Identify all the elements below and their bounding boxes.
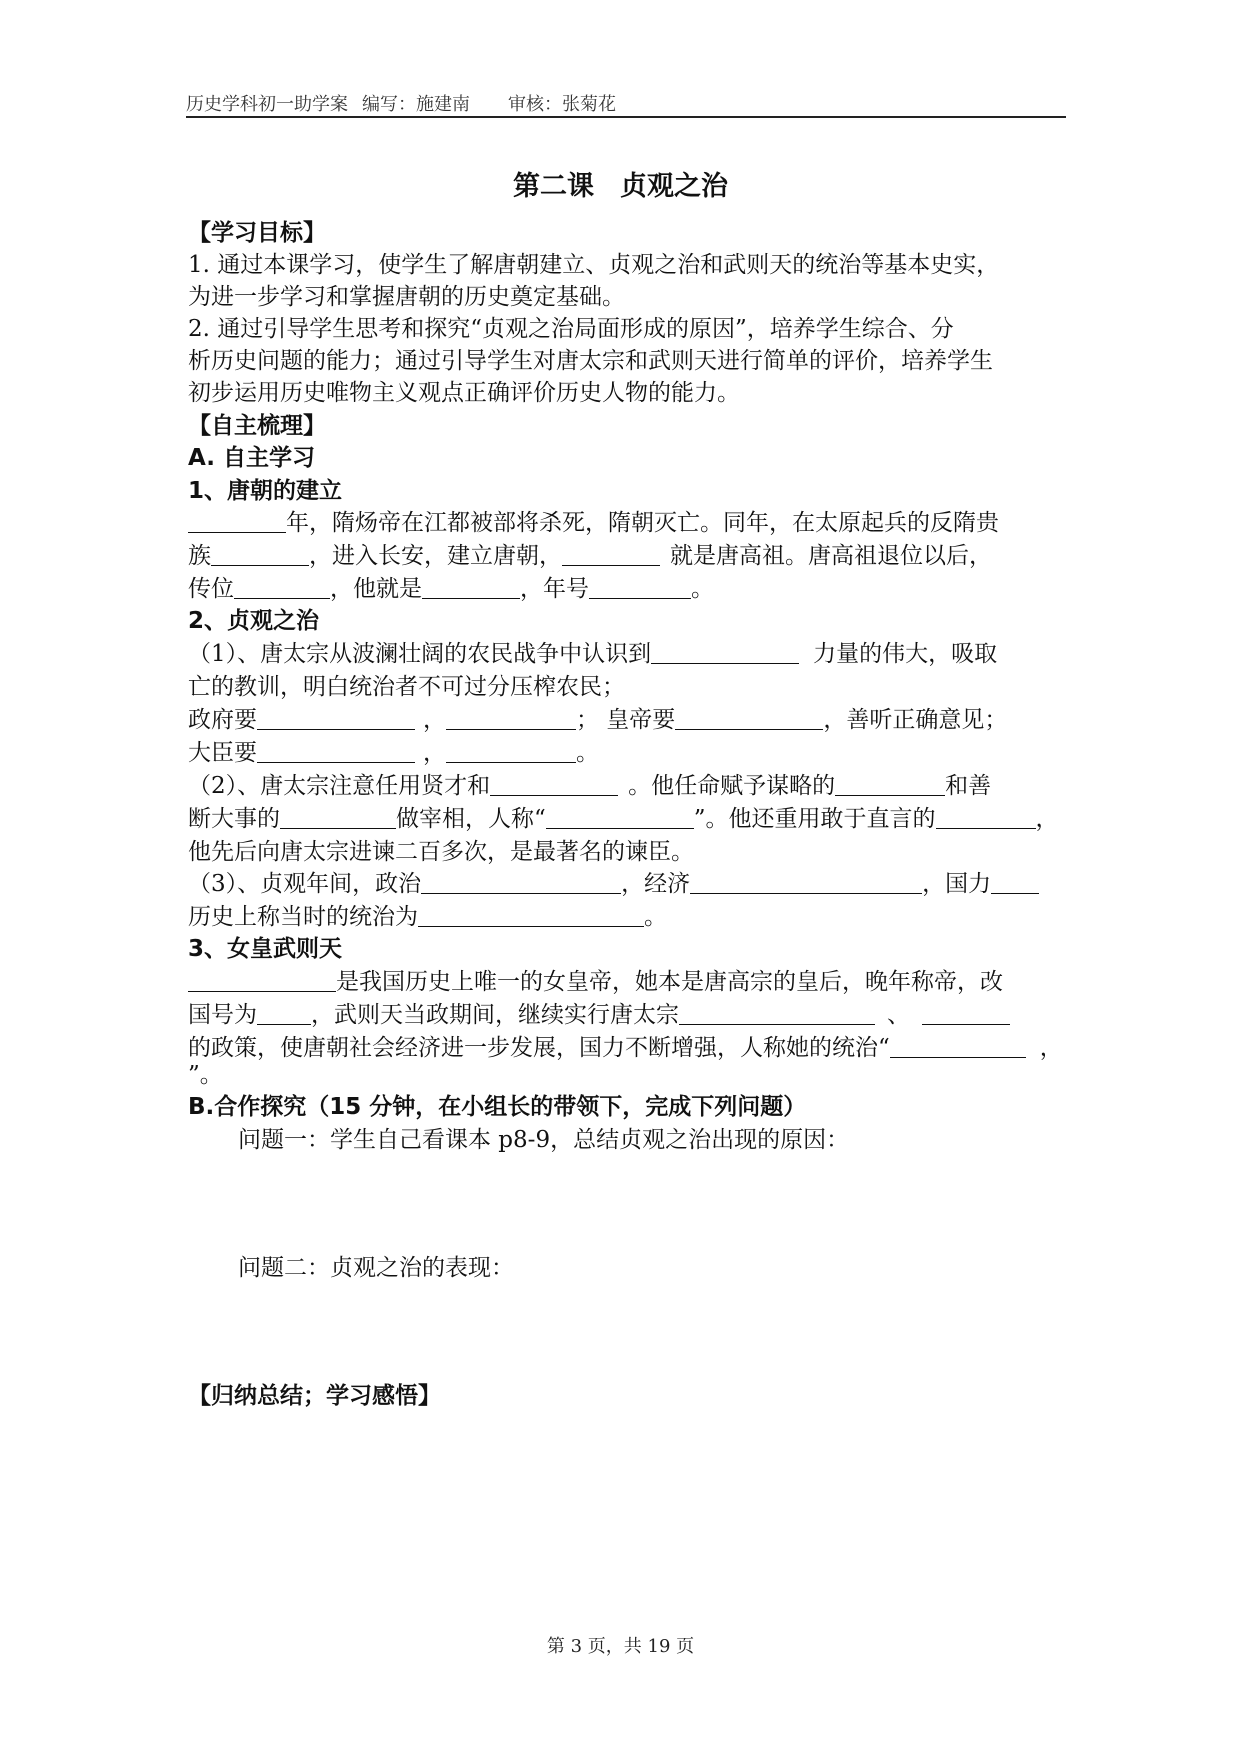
self-study-sub-a: A. 自主学习 [188, 445, 315, 471]
header-writer: 编写：施建南 [362, 94, 470, 115]
section-2-title: 2、贞观之治 [188, 608, 320, 634]
section-2-line: 断大事的 做宰相，人称“ ”。他还重用敢于直言的 ， [188, 806, 1059, 832]
fill-blank[interactable] [421, 871, 621, 894]
lesson-name: 贞观之治 [620, 171, 728, 202]
objectives-heading: 【学习目标】 [188, 220, 326, 246]
fill-blank[interactable] [936, 806, 1036, 829]
objective-line: 1. 通过本课学习，使学生了解唐朝建立、贞观之治和武则天的统治等基本史实， [188, 252, 1000, 278]
lesson-number: 第二课 [513, 171, 594, 202]
header-reviewer: 审核：张菊花 [508, 94, 616, 115]
page-title [0, 164, 1241, 203]
objective-line: 为进一步学习和掌握唐朝的历史奠定基础。 [188, 284, 625, 310]
fill-blank[interactable] [188, 510, 286, 533]
section-2-line: （2）、唐太宗注意任用贤才和 。他任命赋予谋略的 和善 [188, 773, 992, 799]
fill-blank[interactable] [257, 707, 415, 730]
fill-blank[interactable] [280, 806, 396, 829]
section-2-line: （1）、唐太宗从波澜壮阔的农民战争中认识到 力量的伟大，吸取 [188, 641, 998, 667]
section-2-line: 政府要 ， ； 皇帝要 ，善听正确意见； [188, 707, 1008, 733]
fill-blank[interactable] [446, 707, 576, 730]
section-2-line: 大臣要 ， 。 [188, 740, 599, 766]
fill-blank[interactable] [589, 576, 691, 599]
fill-blank[interactable] [211, 543, 309, 566]
fill-blank[interactable] [422, 576, 520, 599]
section-3-line: 是我国历史上唯一的女皇帝，她本是唐高宗的皇后，晚年称帝，改 [188, 967, 1003, 997]
header-subject: 历史学科初一助学案 [186, 94, 348, 115]
section-2-line: 他先后向唐太宗进谏二百多次，是最著名的谏臣。 [188, 839, 694, 865]
section-1-line: 传位 ，他就是 ，年号 。 [188, 576, 714, 602]
fill-blank[interactable] [257, 740, 415, 763]
fill-blank[interactable] [890, 1035, 1026, 1058]
fill-blank[interactable] [835, 773, 945, 796]
fill-blank[interactable] [562, 543, 660, 566]
fill-blank[interactable] [257, 1002, 311, 1025]
section-2-line: 历史上称当时的统治为 。 [188, 904, 667, 930]
summary-heading: 【归纳总结；学习感悟】 [188, 1383, 441, 1409]
fill-blank[interactable] [446, 740, 576, 763]
section-2-line: 亡的教训，明白统治者不可过分压榨农民； [188, 674, 625, 700]
section-1-line: 族 ，进入长安，建立唐朝， 就是唐高祖。唐高祖退位以后， [188, 543, 992, 569]
fill-blank[interactable] [991, 871, 1039, 894]
section-2-line: （3）、贞观年间，政治 ，经济 ，国力 [188, 869, 1039, 899]
fill-blank[interactable] [675, 707, 823, 730]
section-3-line: 国号为 ，武则天当政期间，继续实行唐太宗 、 [188, 1000, 1010, 1030]
question-two: 问题二：贞观之治的表现： [238, 1255, 514, 1281]
section-3-line: ”。 [188, 1062, 223, 1088]
fill-blank[interactable] [690, 871, 922, 894]
objective-line: 2. 通过引导学生思考和探究“贞观之治局面形成的原因”，培养学生综合、分 [188, 316, 954, 342]
section-1-line: 年，隋炀帝在江都被部将杀死，隋朝灭亡。同年，在太原起兵的反隋贵 [188, 508, 999, 538]
fill-blank[interactable] [490, 773, 618, 796]
fill-blank[interactable] [234, 576, 330, 599]
cooperation-heading: B.合作探究（15 分钟，在小组长的带领下，完成下列问题） [188, 1094, 807, 1120]
section-1-title: 1、唐朝的建立 [188, 478, 343, 504]
question-one: 问题一：学生自己看课本 p8-9，总结贞观之治出现的原因： [238, 1127, 850, 1153]
page-header [186, 86, 1066, 118]
section-3-title: 3、女皇武则天 [188, 936, 343, 962]
fill-blank[interactable] [679, 1002, 875, 1025]
fill-blank[interactable] [418, 904, 644, 927]
fill-blank[interactable] [651, 641, 799, 664]
section-3-line: 的政策，使唐朝社会经济进一步发展，国力不断增强，人称她的统治“ ， [188, 1035, 1063, 1061]
fill-blank[interactable] [546, 806, 694, 829]
objective-line: 初步运用历史唯物主义观点正确评价历史人物的能力。 [188, 380, 740, 406]
self-study-heading: 【自主梳理】 [188, 413, 326, 439]
fill-blank[interactable] [188, 969, 336, 992]
objective-line: 析历史问题的能力；通过引导学生对唐太宗和武则天进行简单的评价，培养学生 [188, 348, 993, 374]
page-footer: 第 3 页，共 19 页 [546, 1636, 695, 1657]
fill-blank[interactable] [922, 1002, 1010, 1025]
